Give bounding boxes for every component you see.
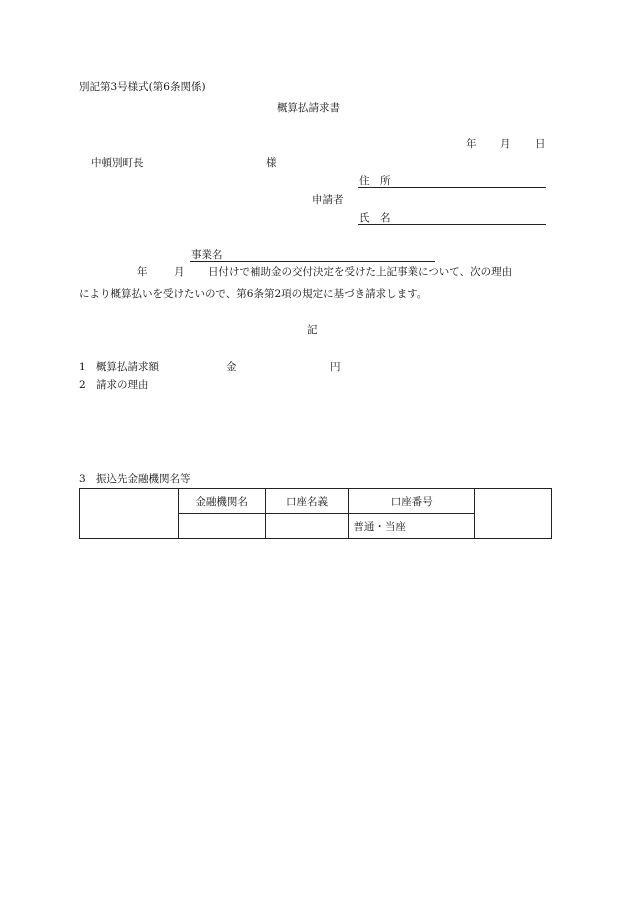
header-account-holder: 口座名義	[265, 489, 349, 514]
name-label: 氏 名	[359, 212, 391, 224]
form-number: 別記第3号様式(第6条関係)	[79, 81, 206, 93]
address-field[interactable]	[358, 187, 546, 188]
name-field[interactable]	[358, 224, 546, 225]
bank-table-right-blank[interactable]	[475, 489, 552, 539]
applicant-label: 申請者	[312, 194, 344, 206]
bank-table-left-blank[interactable]	[80, 489, 179, 539]
body-line2-text: により概算払いを受けたいので、第6条第2項の規定に基づき請求します。	[79, 288, 428, 300]
project-label: 事業名	[191, 249, 223, 261]
document-title: 概算払請求書	[277, 102, 340, 114]
header-account-number: 口座番号	[349, 489, 475, 514]
item1-label: 概算払請求額	[96, 361, 159, 373]
item1-kin: 金	[226, 361, 237, 373]
item3-number: 3	[79, 473, 86, 485]
item2-number: 2	[79, 379, 86, 391]
header-bank-name: 金融機関名	[178, 489, 265, 514]
account-holder-cell[interactable]	[265, 514, 349, 539]
date-month: 月	[500, 138, 511, 150]
addressee-name: 中頓別町長	[91, 157, 144, 169]
body-line1-text: 日付けで補助金の交付決定を受けた上記事業について、次の理由	[208, 266, 513, 278]
bank-table	[79, 488, 552, 539]
body-month: 月	[174, 266, 185, 278]
item1-number: 1	[79, 361, 86, 373]
addressee-honorific: 様	[266, 157, 277, 169]
date-day: 日	[535, 138, 546, 150]
item1-yen: 円	[330, 361, 341, 373]
account-type-cell[interactable]: 普通・当座	[349, 514, 475, 539]
item3-label: 振込先金融機関名等	[96, 473, 191, 485]
item2-label: 請求の理由	[96, 379, 149, 391]
bank-table-header-row	[80, 489, 552, 514]
body-year: 年	[137, 266, 148, 278]
date-year: 年	[466, 138, 477, 150]
ki-marker: 記	[307, 324, 318, 336]
address-label: 住 所	[359, 175, 391, 187]
bank-name-cell[interactable]	[178, 514, 265, 539]
